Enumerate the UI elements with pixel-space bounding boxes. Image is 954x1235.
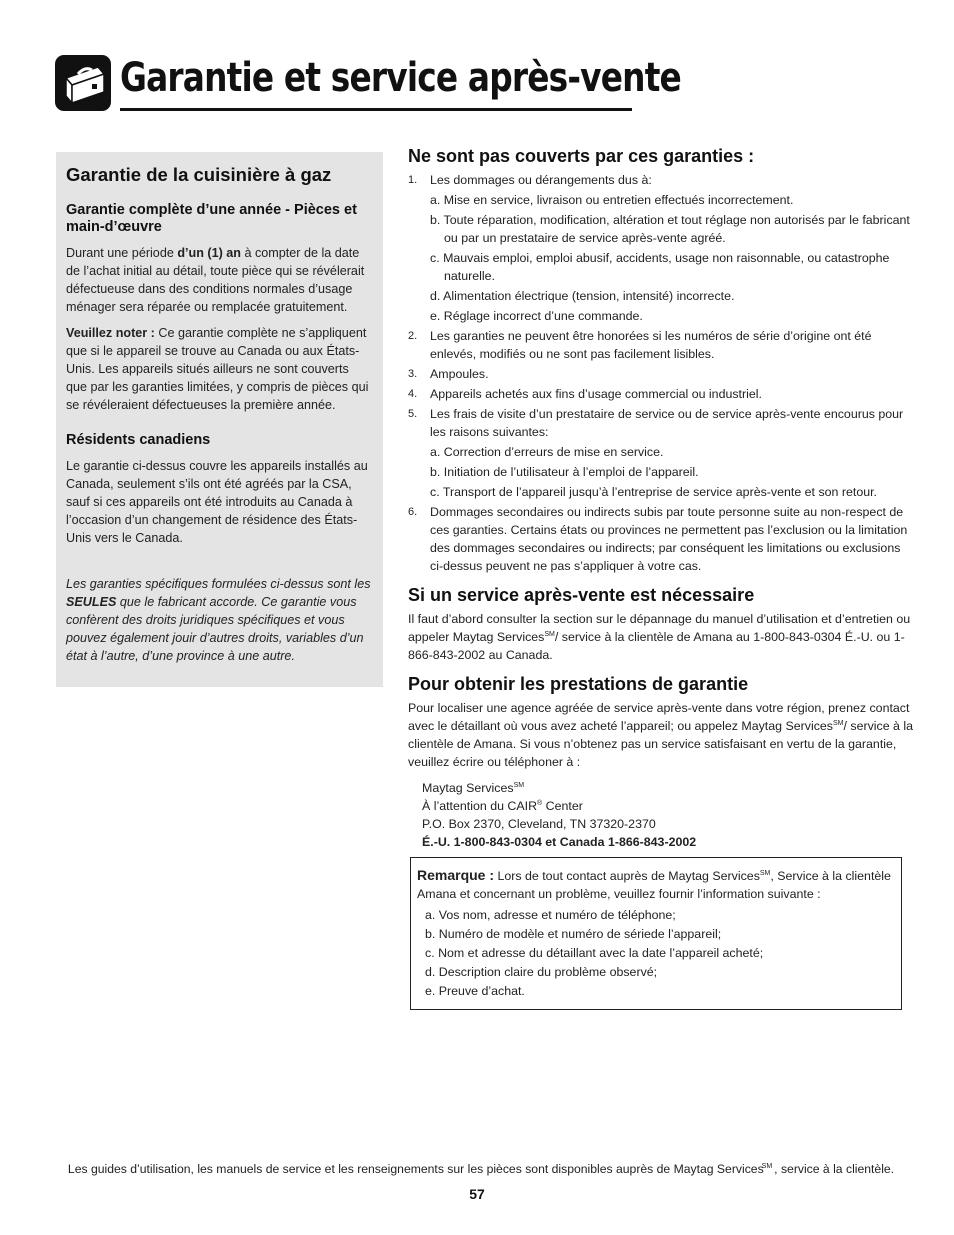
list-item: b. Numéro de modèle et numéro de sériede l’appareil;: [425, 927, 722, 941]
toolbox-icon: [54, 54, 112, 112]
service-text: Il faut d’abord consulter la section sur le dépannage du manuel d’utilisation et d’entretien ou appeler Maytag Services℠/ service à la clientèle de Amana au 1-800-843-0304 É.-U. ou 1-866-843-2002 au Canada.: [408, 612, 911, 662]
list-item: d. Alimentation électrique (tension, intensité) incorrecte.: [430, 289, 735, 303]
list-item: a. Vos nom, adresse et numéro de téléphone;: [425, 908, 676, 922]
list-item: e. Preuve d’achat.: [425, 984, 525, 998]
list-item: a. Correction d’erreurs de mise en service.: [430, 445, 664, 459]
warranty-title: Garantie de la cuisinière à gaz: [66, 164, 332, 185]
service-title: Si un service après-vente est nécessaire: [408, 585, 755, 605]
list-item: 6. Dommages secondaires ou indirects subis par toute personne suite au non-respect de ces garanties. Certains états ou provinces ne permettent pas l’exclusion ou la limitation des dommages secondaires ou indirects; par conséquent les limitations ou exclusions ci-dessus peuvent ne pas s’appliquer à votre cas.: [408, 505, 908, 573]
legal-rights-text: Les garanties spécifiques formulées ci-dessus sont les SEULES que le fabricant accorde. Ce garantie vous confèrent des droits juridiques spécifiques et vous pouvez également jouir d’autres droits, variables d’un état à l’autre, d’une province à une autre.: [66, 577, 371, 663]
page-number: 57: [469, 1186, 485, 1202]
list-item: 2. Les garanties ne peuvent être honorées si les numéros de série d’origine ont été enlevés, modifiés ou ne sont pas facilement lisibles.: [408, 329, 872, 361]
remark-text: Remarque : Lors de tout contact auprès de Maytag Services℠, Service à la clientèle Amana et concernant un problème, veuillez fournir l’information suivante :: [417, 867, 891, 901]
canadian-residents-title: Résidents canadiens: [66, 432, 211, 448]
address-line: À l’attention du CAIR® Center: [422, 799, 583, 813]
footer-note: Les guides d’utilisation, les manuels de service et les renseignements sur les pièces sont disponibles auprès de Maytag Services℠ , service à la clientèle.: [67, 1162, 895, 1176]
list-item: d. Description claire du problème observé;: [425, 965, 658, 979]
obtain-text: Pour localiser une agence agréée de service après-vente dans votre région, prenez contact avec le détaillant où vous avez acheté l’appareil; ou appelez Maytag Services℠/ service à la clientèle de Amana. Si vous n’obtenez pas un service satisfaisant en vertu de la garantie, veuillez écrire ou téléphoner à :: [408, 701, 914, 769]
exclusions-title: Ne sont pas couverts par ces garanties :: [408, 146, 755, 166]
list-item: c. Mauvais emploi, emploi abusif, accidents, usage non raisonnable, ou catastrophe naturelle.: [430, 251, 890, 283]
address-line: Maytag Services℠: [422, 781, 525, 795]
page-title: Garantie et service après-vente: [120, 55, 681, 101]
warranty-subtitle: Garantie complète d’une année - Pièces et main-d’œuvre: [66, 202, 357, 235]
remark-list: [417, 906, 895, 1001]
exclusions-list: [408, 171, 914, 575]
obtain-title: Pour obtenir les prestations de garantie: [408, 674, 749, 694]
list-item: e. Réglage incorrect d’une commande.: [430, 309, 643, 323]
service-section: [408, 585, 914, 664]
remark-box: [410, 857, 902, 1010]
warranty-box: [56, 152, 383, 687]
warranty-period-text: Durant une période d’un (1) an à compter de la date de l’achat initial au détail, toute pièce qui se révélerait défectueuse dans des conditions normales d’usage ménager sera réparée ou remplacée gratuitement.: [66, 246, 365, 314]
list-item: b. Initiation de l’utilisateur à l’emploi de l’appareil.: [430, 465, 699, 479]
right-column: [408, 146, 914, 1010]
canadian-residents-text: Le garantie ci-dessus couvre les appareils installés au Canada, seulement s’ils ont été agréés par la CSA, sauf si ces appareils ont été introduits au Canada à l’occasion d’un changement de résidence des États-Unis vers le Canada.: [66, 459, 368, 545]
list-item: 5. Les frais de visite d’un prestataire de service ou de service après-vente encourus pour les raisons suivantes: a. Correction d’erreurs de mise en service. b. Initiation de l’utilisateur à l’emploi de l’appareil. c. Transport de l’appareil jusqu’à l’entreprise de service après-vente et son retour.: [408, 405, 914, 501]
phone-numbers: É.-U. 1-800-843-0304 et Canada 1-866-843-2002: [422, 835, 697, 849]
warranty-note-text: Veuillez noter : Ce garantie complète ne s’appliquent que si le appareil se trouve au Canada ou aux États-Unis. Les appareils situés ailleurs ne sont couverts que par les garanties limitées, y compris de pièces qui se révéleraient défectueuses la première année.: [66, 326, 369, 412]
list-item: c. Nom et adresse du détaillant avec la date l’appareil acheté;: [425, 946, 764, 960]
list-item: 1. Les dommages ou dérangements dus à: a. Mise en service, livraison ou entretien effectués incorrectement. b. Toute réparation, modification, altération et tout réglage non autorisés par le fabricant ou par un prestataire de service après-vente agréé. c. Mauvais emploi, emploi abusif, accidents, usage non raisonnable, ou catastrophe naturelle. d. Alimentation électrique (tension, intensité) incorrecte. e. Réglage incorrect d’une commande.: [408, 171, 914, 325]
list-item: 4. Appareils achetés aux fins d’usage commercial ou industriel.: [408, 387, 762, 401]
list-item: 3. Ampoules.: [408, 367, 489, 381]
mailing-address: [422, 779, 914, 851]
list-item: c. Transport de l’appareil jusqu’à l’entreprise de service après-vente et son retour.: [430, 485, 877, 499]
list-item: a. Mise en service, livraison ou entretien effectués incorrectement.: [430, 193, 794, 207]
address-line: P.O. Box 2370, Cleveland, TN 37320-2370: [422, 817, 656, 831]
list-item: b. Toute réparation, modification, altération et tout réglage non autorisés par le fabricant ou par un prestataire de service après-vente agréé.: [430, 213, 910, 245]
title-underline: [120, 108, 632, 111]
obtain-section: [408, 674, 914, 851]
